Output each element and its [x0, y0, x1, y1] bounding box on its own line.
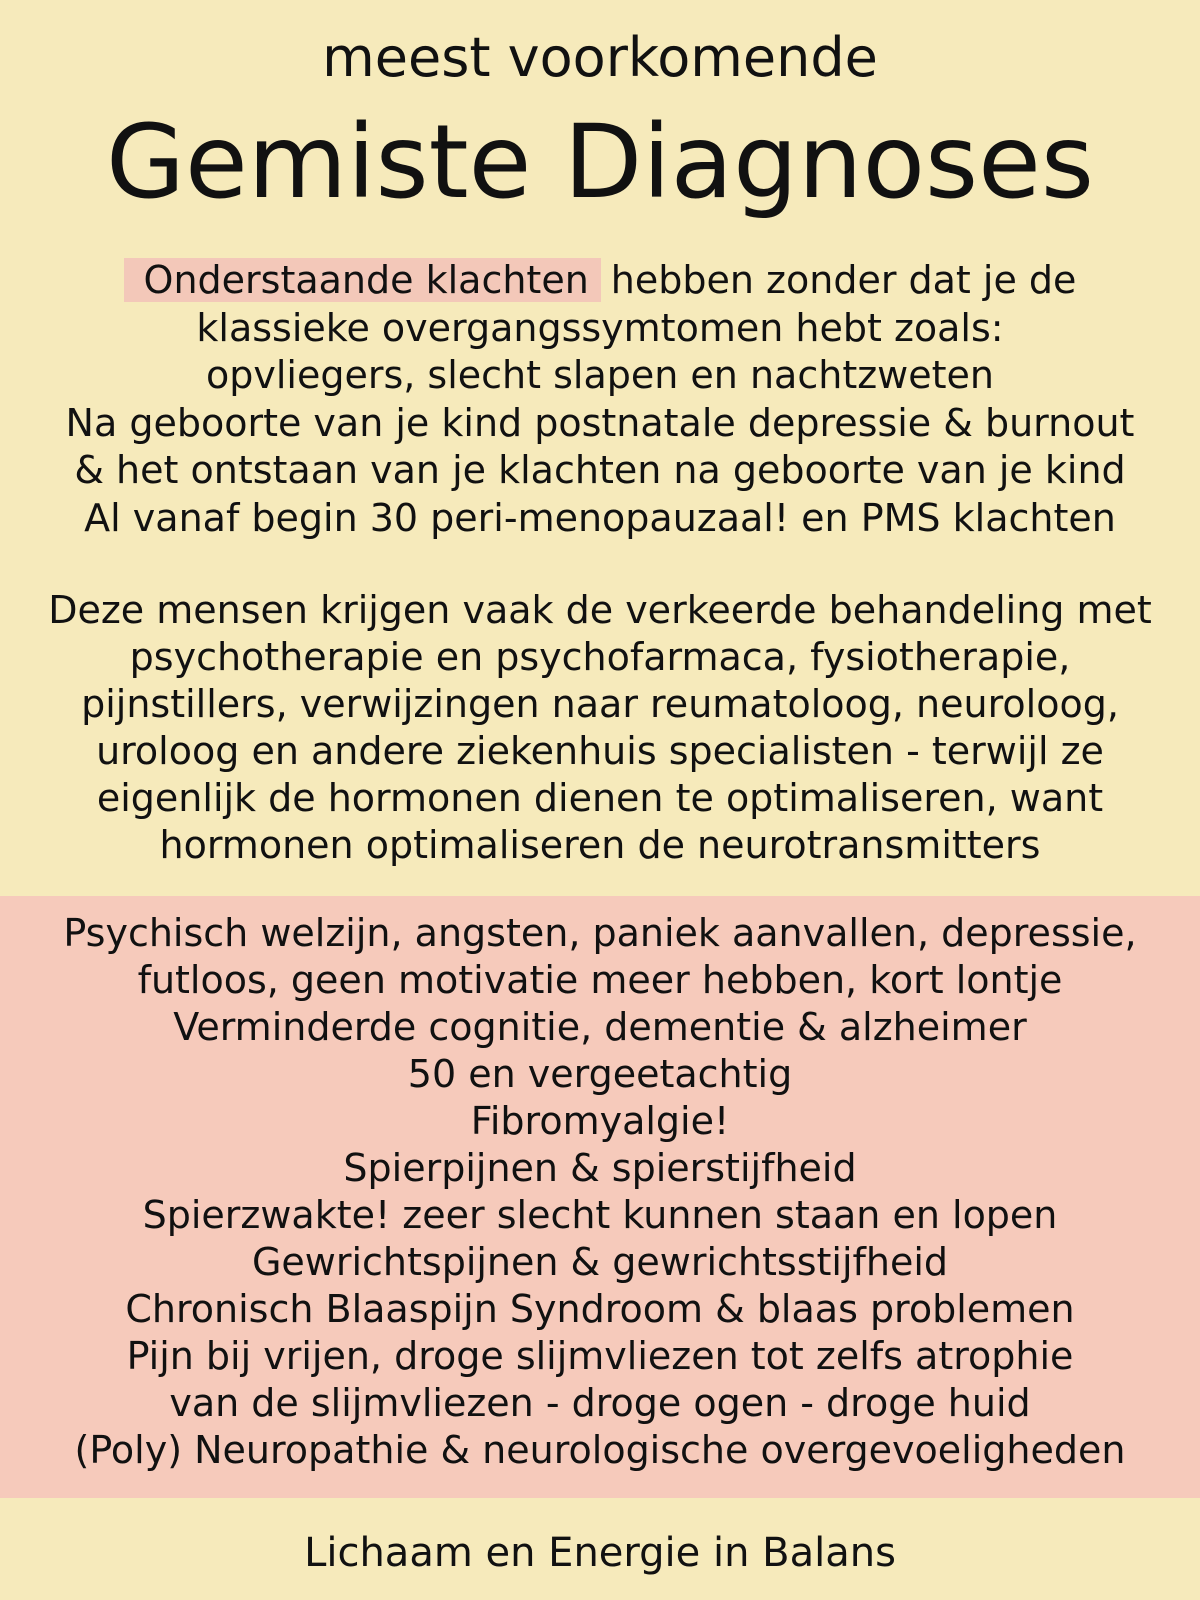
treatment-line: Deze mensen krijgen vaak de verkeerde behandeling met — [48, 588, 1152, 632]
highlighted-phrase: Onderstaande klachten — [124, 258, 601, 302]
symptom-line: 50 en vergeetachtig — [407, 1052, 793, 1096]
symptom-line: Psychisch welzijn, angsten, paniek aanvallen, depressie, — [63, 911, 1137, 955]
intro-line: opvliegers, slecht slapen en nachtzweten — [206, 353, 994, 397]
poster-title: Gemiste Diagnoses — [105, 103, 1095, 222]
treatment-line: uroloog en andere ziekenhuis specialisten - terwijl ze — [96, 729, 1104, 773]
treatment-line: psychotherapie en psychofarmaca, fysiotherapie, — [129, 635, 1071, 679]
poster-subtitle: meest voorkomende — [322, 26, 878, 89]
treatment-paragraph — [0, 587, 1200, 869]
symptom-line: (Poly) Neuropathie & neurologische overgevoeligheden — [74, 1428, 1126, 1472]
intro-line — [0, 257, 1200, 305]
intro-line: Na geboorte van je kind postnatale depressie & burnout — [65, 400, 1135, 445]
symptoms-list — [0, 896, 1200, 1474]
intro-line: klassieke overgangssymtomen hebt zoals: — [196, 305, 1004, 350]
intro-section — [0, 257, 1200, 542]
symptom-line: Gewrichtspijnen & gewrichtsstijfheid — [251, 1240, 949, 1284]
symptom-line: Pijn bij vrijen, droge slijmvliezen tot zelfs atrophie — [126, 1334, 1074, 1378]
treatment-line: pijnstillers, verwijzingen naar reumatoloog, neuroloog, — [81, 682, 1119, 726]
symptom-line: Spierzwakte! zeer slecht kunnen staan en lopen — [142, 1193, 1058, 1237]
symptoms-band — [0, 896, 1200, 1498]
symptom-line: Spierpijnen & spierstijfheid — [343, 1146, 857, 1190]
footer-brand: Lichaam en Energie in Balans — [304, 1530, 896, 1576]
treatment-line: hormonen optimaliseren de neurotransmitters — [159, 823, 1041, 867]
symptom-line: Chronisch Blaaspijn Syndroom & blaas problemen — [125, 1287, 1075, 1331]
intro-line: Al vanaf begin 30 peri-menopauzaal! en PMS klachten — [84, 495, 1116, 540]
intro-line: & het ontstaan van je klachten na geboorte van je kind — [74, 448, 1126, 492]
symptom-line: van de slijmvliezen - droge ogen - droge huid — [169, 1381, 1031, 1425]
symptom-line: Verminderde cognitie, dementie & alzheimer — [173, 1005, 1027, 1049]
symptom-line: futloos, geen motivatie meer hebben, kort lontje — [137, 958, 1063, 1002]
symptom-line: Fibromyalgie! — [470, 1099, 730, 1143]
intro-line-rest: hebben zonder dat je de — [610, 258, 1077, 302]
treatment-line: eigenlijk de hormonen dienen te optimaliseren, want — [96, 776, 1104, 820]
